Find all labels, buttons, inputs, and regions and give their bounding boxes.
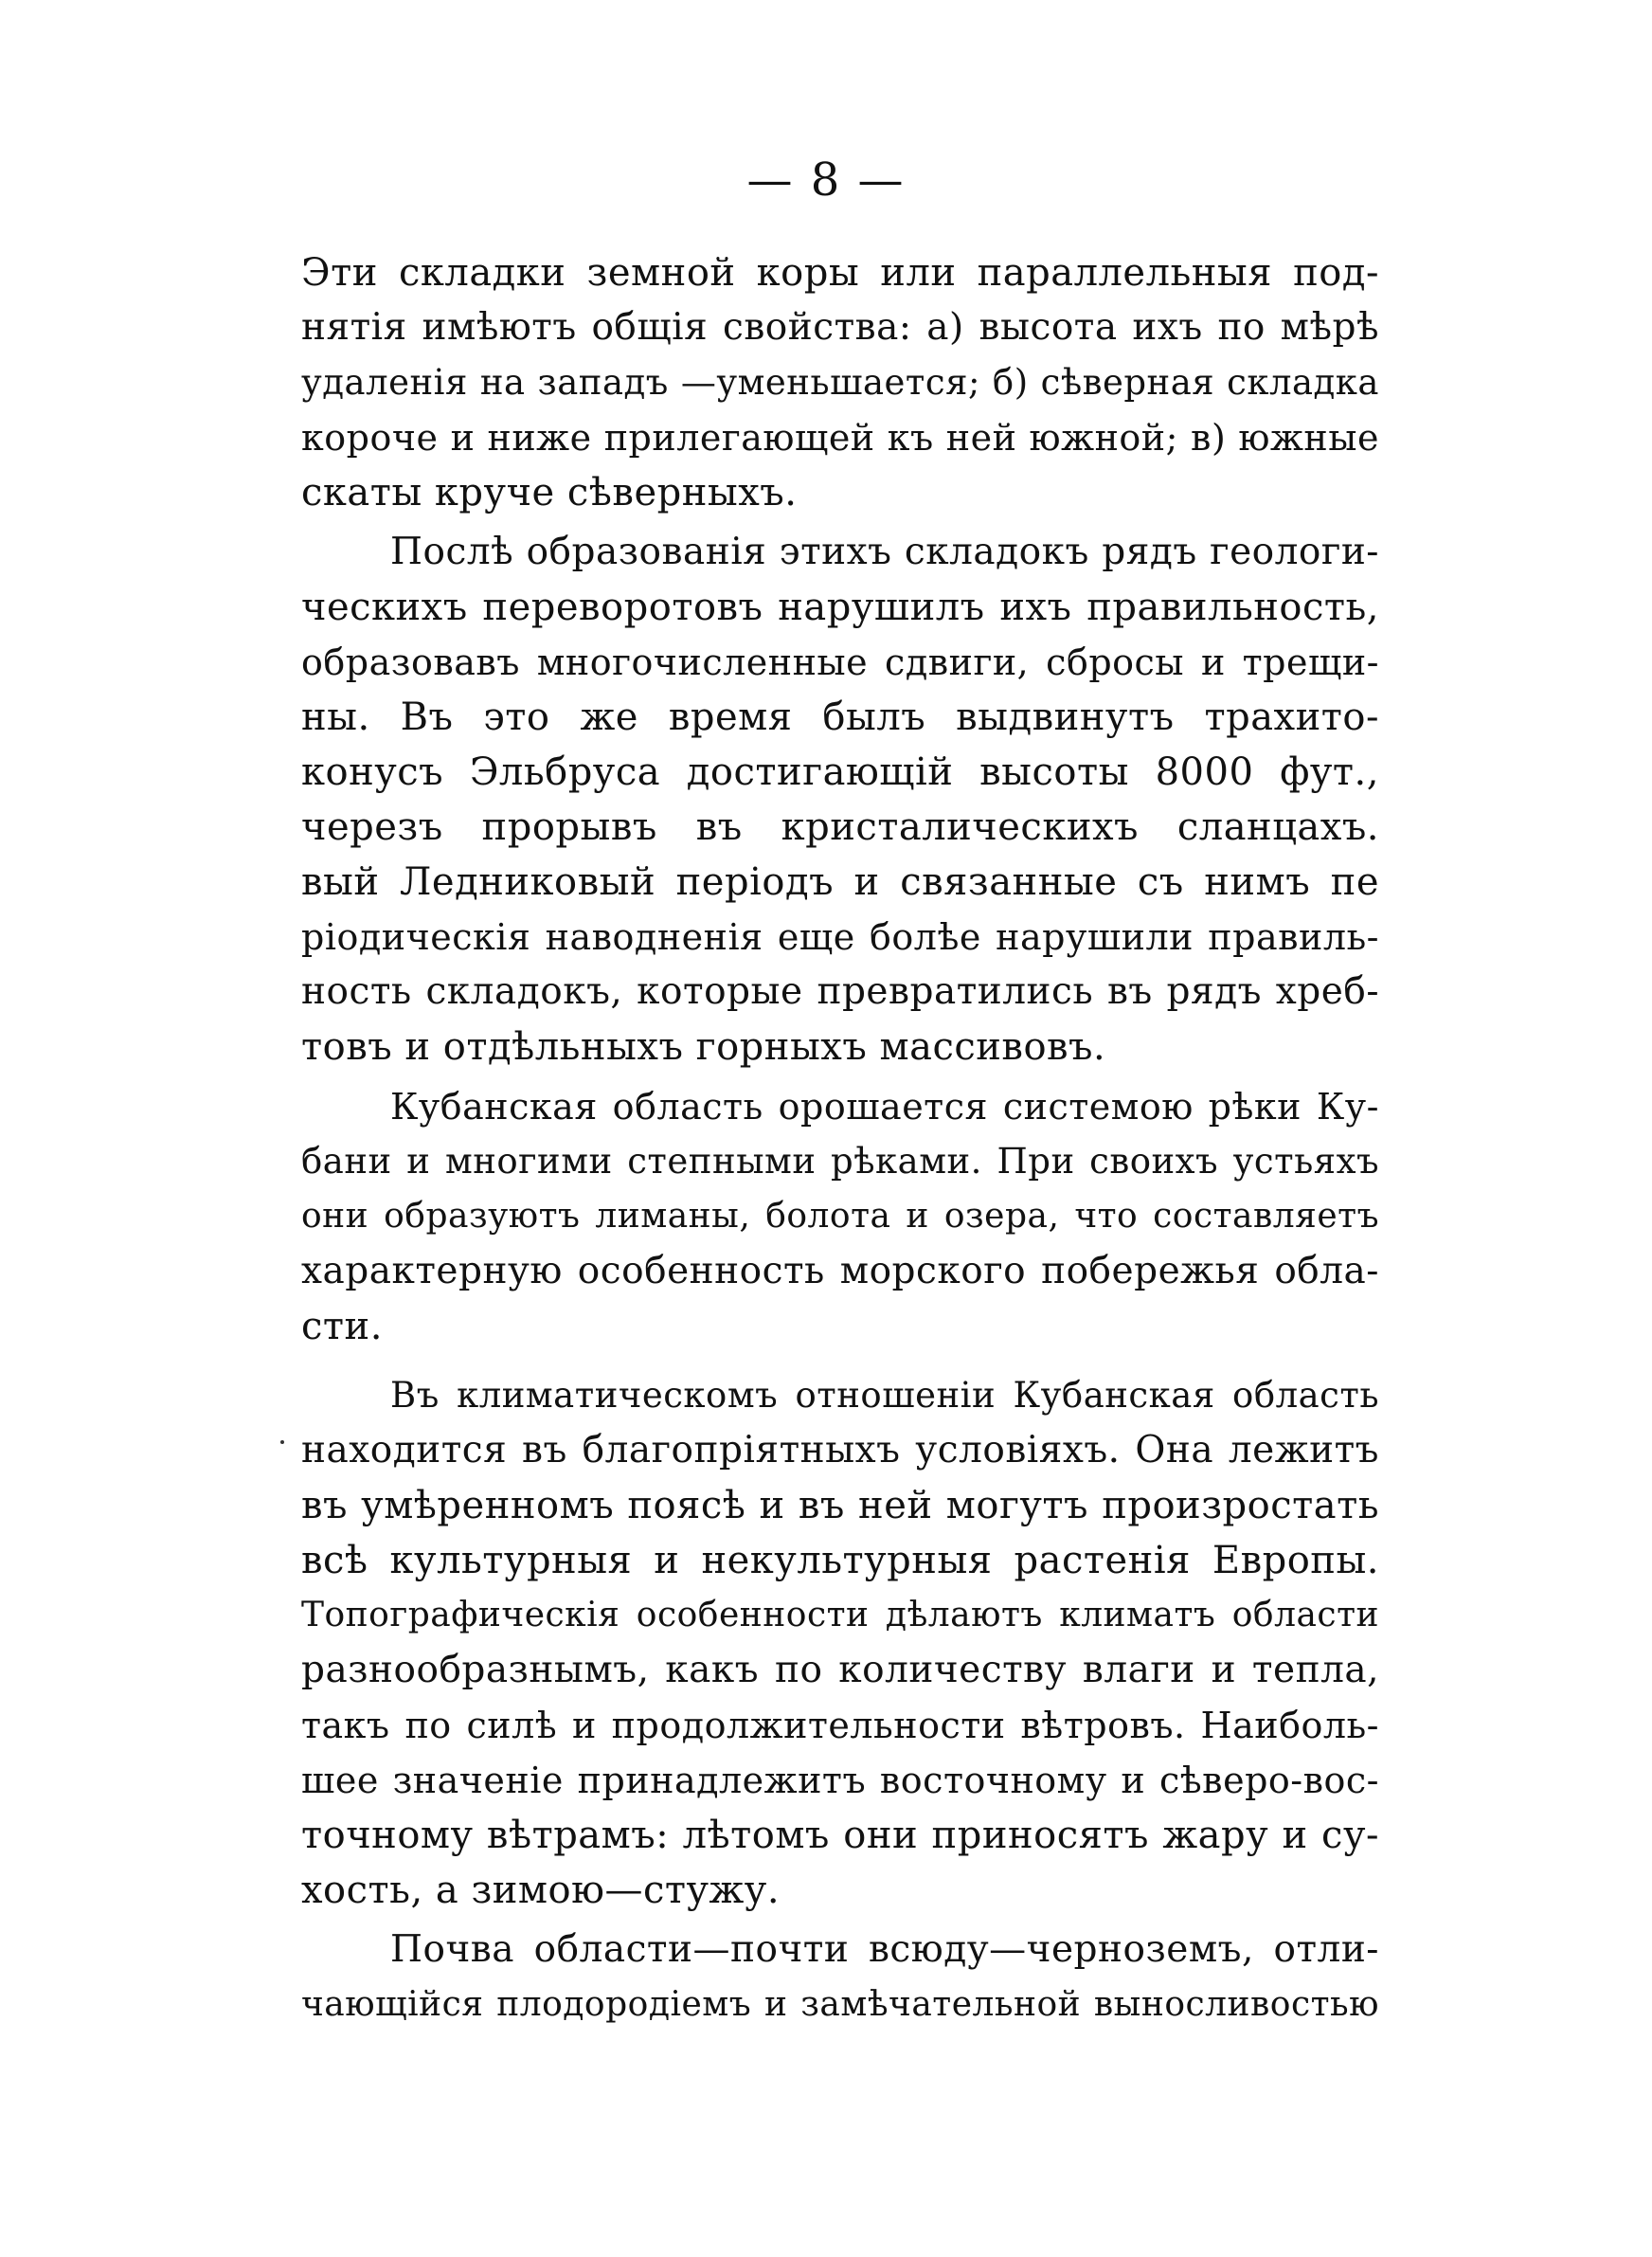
text-line: такъ по силѣ и продолжительности вѣтровъ. Наиболь- (301, 1705, 1379, 1746)
text-line: хость, а зимою—стужу. (301, 1869, 781, 1912)
text-line: Въ климатическомъ отношеніи Кубанская область (390, 1375, 1379, 1416)
text-line: ческихъ переворотовъ нарушилъ ихъ правильность, (301, 586, 1379, 629)
text-line: конусъ Эльбруса достигающій высоты 8000 фут., (301, 750, 1379, 794)
text-line: Эти складки земной коры или параллельныя под- (301, 251, 1379, 295)
text-line: шее значеніе принадлежитъ восточному и сѣверо-вос- (301, 1760, 1379, 1801)
text-line: находится въ благопріятныхъ условіяхъ. Она лежитъ (301, 1429, 1379, 1472)
text-line: черезъ прорывъ въ кристалическихъ сланцахъ. (301, 805, 1379, 849)
text-line: сти. (301, 1305, 383, 1348)
text-line: ность складокъ, которые превратились въ рядъ хреб- (301, 970, 1379, 1013)
text-line: Кубанская область орошается системою рѣки Ку- (390, 1086, 1379, 1128)
text-line: вый Ледниковый періодъ и связанные съ нимъ пе (301, 860, 1379, 904)
text-line: разнообразнымъ, какъ по количеству влаги и тепла, (301, 1649, 1379, 1691)
text-line: образовавъ многочисленные сдвиги, сбросы и трещи- (301, 641, 1379, 683)
text-line: они образуютъ лиманы, болота и озера, что составляетъ (301, 1197, 1379, 1236)
text-line: всѣ культурныя и некультурныя растенія Европы. (301, 1539, 1379, 1582)
text-line: характерную особенность морского побережья обла- (301, 1250, 1379, 1292)
text-line: скаты круче сѣверныхъ. (301, 471, 798, 515)
text-line: нятія имѣютъ общія свойства: а) высота ихъ по мѣрѣ (301, 306, 1379, 349)
text-line: Послѣ образованія этихъ складокъ рядъ геологи- (390, 531, 1379, 573)
text-line: бани и многими степными рѣками. При своихъ устьяхъ (301, 1141, 1379, 1182)
margin-mark (280, 1440, 284, 1444)
text-line: точному вѣтрамъ: лѣтомъ они приносятъ жару и су- (301, 1814, 1379, 1857)
text-line: Почва области—почти всюду—черноземъ, отли- (390, 1928, 1379, 1971)
text-line: Топографическія особенности дѣлаютъ климатъ области (301, 1596, 1379, 1634)
text-line: товъ и отдѣльныхъ горныхъ массивовъ. (301, 1025, 1106, 1069)
text-line: чающійся плодородіемъ и замѣчательной выносливостью (301, 1985, 1379, 2024)
text-line: въ умѣренномъ поясѣ и въ ней могутъ произростать (301, 1484, 1379, 1527)
text-line: ны. Въ это же время былъ выдвинутъ трахито- (301, 695, 1379, 739)
text-line: ріодическія наводненія еще болѣе нарушили правиль- (301, 916, 1379, 958)
text-line: короче и ниже прилегающей къ ней южной; в) южные (301, 417, 1379, 459)
text-line: удаленія на западъ —уменьшается; б) сѣверная складка (301, 362, 1379, 403)
page-number: — 8 — (746, 153, 906, 207)
